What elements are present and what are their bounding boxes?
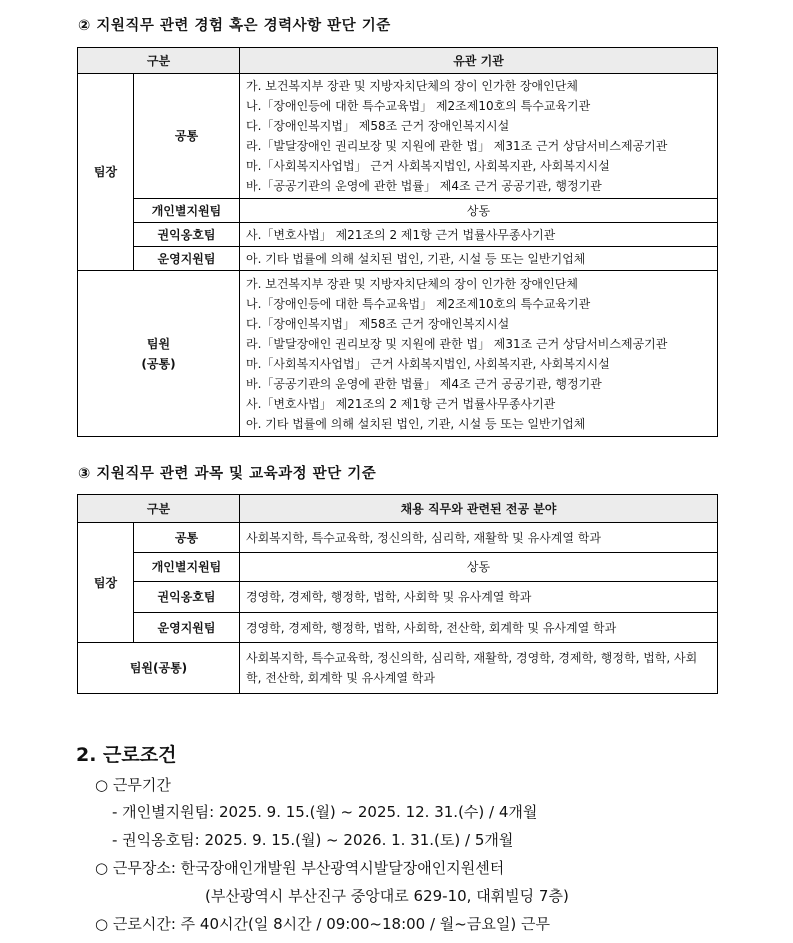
- header-category: 구분: [78, 48, 240, 74]
- team-leader-label: 팀장: [78, 74, 134, 271]
- common-items: [240, 74, 718, 199]
- row-value-individual: 상동: [240, 199, 718, 223]
- list-item: 아. 기타 법률에 의해 설치된 법인, 기관, 시설 등 또는 일반기업체: [246, 416, 586, 431]
- row-value-advocacy: 사.「변호사법」 제21조의 2 제1항 근거 법률사무종사기관: [240, 223, 718, 247]
- row-label-operations: 운영지원팀: [134, 247, 240, 271]
- list-item: 사.「변호사법」 제21조의 2 제1항 근거 법률사무종사기관: [246, 396, 556, 411]
- row-label-common: 공통: [134, 523, 240, 553]
- period-label: ○ 근무기간: [95, 776, 171, 794]
- list-item: 가. 보건복지부 장관 및 지방자치단체의 장이 인가한 장애인단체: [246, 276, 578, 291]
- period-individual: - 개인별지원팀: 2025. 9. 15.(월) ~ 2025. 12. 31.(수) / 4개월: [112, 803, 538, 821]
- list-item: 나.「장애인등에 대한 특수교육법」 제2조제10호의 특수교육기관: [246, 99, 591, 113]
- list-item: 바.「공공기관의 운영에 관한 법률」 제4조 근거 공공기관, 행정기관: [246, 376, 602, 391]
- section3-title: ③ 지원직무 관련 과목 및 교육과정 판단 기준: [78, 466, 377, 482]
- row-label-advocacy: 권익옹호팀: [134, 582, 240, 613]
- member-value: 사회복지학, 특수교육학, 정신의학, 심리학, 재활학, 경영학, 경제학, 행정학, 법학, 사회학, 전산학, 회계학 및 유사계열 학과: [240, 643, 718, 694]
- row-value-individual: 상동: [240, 553, 718, 582]
- row-value-advocacy: 경영학, 경제학, 행정학, 법학, 사회학 및 유사계열 학과: [240, 582, 718, 613]
- list-item: 라.「발달장애인 권리보장 및 지원에 관한 법」 제31조 근거 상담서비스제공기관: [246, 336, 668, 351]
- row-value-operations: 아. 기타 법률에 의해 설치된 법인, 기관, 시설 등 또는 일반기업체: [240, 247, 718, 271]
- list-item: 바.「공공기관의 운영에 관한 법률」 제4조 근거 공공기관, 행정기관: [246, 179, 602, 193]
- work-location: ○ 근무장소: 한국장애인개발원 부산광역시발달장애인지원센터: [95, 859, 505, 877]
- row-label-individual: 개인별지원팀: [134, 199, 240, 223]
- list-item: 다.「장애인복지법」 제58조 근거 장애인복지시설: [246, 119, 510, 133]
- row-label-operations: 운영지원팀: [134, 613, 240, 643]
- team-leader-label: 팀장: [78, 523, 134, 643]
- row-label-advocacy: 권익옹호팀: [134, 223, 240, 247]
- row-value-operations: 경영학, 경제학, 행정학, 법학, 사회학, 전산학, 회계학 및 유사계열 학과: [240, 613, 718, 643]
- list-item: 가. 보건복지부 장관 및 지방자치단체의 장이 인가한 장애인단체: [246, 79, 578, 93]
- list-item: 마.「사회복지사업법」 근거 사회복지법인, 사회복지관, 사회복지시설: [246, 159, 610, 173]
- common-label: 공통: [134, 74, 240, 199]
- list-item: 마.「사회복지사업법」 근거 사회복지법인, 사회복지관, 사회복지시설: [246, 356, 610, 371]
- member-label: 팀원(공통): [78, 643, 240, 694]
- member-label: [78, 271, 240, 437]
- list-item: 나.「장애인등에 대한 특수교육법」 제2조제10호의 특수교육기관: [246, 296, 591, 311]
- row-value-common: 사회복지학, 특수교육학, 정신의학, 심리학, 재활학 및 유사계열 학과: [240, 523, 718, 553]
- working-conditions-title: 2. 근로조건: [76, 744, 177, 766]
- period-advocacy: - 권익옹호팀: 2025. 9. 15.(월) ~ 2026. 1. 31.(토) / 5개월: [112, 831, 514, 849]
- header-category: 구분: [78, 495, 240, 523]
- member-label-line2: (공통): [141, 356, 176, 371]
- row-label-individual: 개인별지원팀: [134, 553, 240, 582]
- section2-title: ② 지원직무 관련 경험 혹은 경력사항 판단 기준: [78, 18, 391, 34]
- member-items: [240, 271, 718, 437]
- working-hours: ○ 근로시간: 주 40시간(일 8시간 / 09:00~18:00 / 월~금요일) 근무: [95, 915, 550, 933]
- work-address: (부산광역시 부산진구 중앙대로 629-10, 대휘빌딩 7층): [205, 887, 569, 905]
- list-item: 라.「발달장애인 권리보장 및 지원에 관한 법」 제31조 근거 상담서비스제공기관: [246, 139, 668, 153]
- header-content: 채용 직무와 관련된 전공 분야: [240, 495, 718, 523]
- experience-criteria-table: [77, 47, 718, 437]
- header-content: 유관 기관: [240, 48, 718, 74]
- list-item: 다.「장애인복지법」 제58조 근거 장애인복지시설: [246, 316, 510, 331]
- major-criteria-table: [77, 494, 718, 694]
- member-label-line1: 팀원: [146, 336, 171, 351]
